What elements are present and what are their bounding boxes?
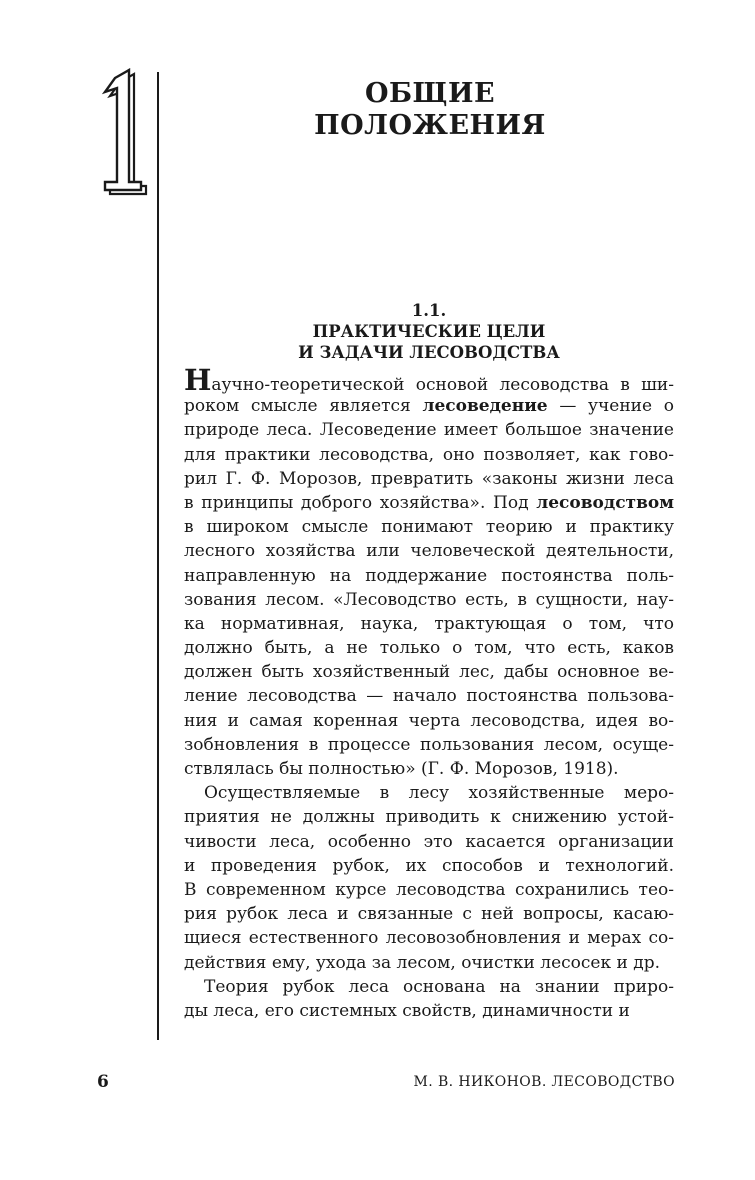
running-head: М. В. НИКОНОВ. ЛЕСОВОДСТВО	[413, 1074, 675, 1090]
text-run: рил Г. Ф. Морозов, превратить «законы жизни леса	[184, 468, 674, 489]
paragraph-line	[184, 636, 674, 660]
section-number: 1.1.	[411, 301, 447, 320]
paragraph-line	[184, 515, 674, 539]
paragraph-line	[184, 491, 674, 515]
paragraph-line	[184, 660, 674, 684]
paragraph-line	[184, 781, 674, 805]
paragraph-line	[184, 757, 674, 781]
text-run: зобновления в процессе пользования лесом, осуще-	[184, 734, 674, 755]
paragraph-line	[184, 443, 674, 467]
text-run: ление лесоводства — начало постоянства пользова-	[184, 686, 674, 707]
text-run: действия ему, ухода за лесом, очистки лесосек и др.	[184, 952, 660, 973]
paragraph-line	[184, 467, 674, 491]
text-run: Теория рубок леса основана на знании приро-	[204, 976, 674, 997]
text-run: рия рубок леса и связанные с ней вопросы, касаю-	[184, 904, 674, 925]
paragraph-line	[184, 709, 674, 733]
chapter-title	[300, 78, 560, 142]
bold-term: лесоведение	[422, 396, 548, 417]
paragraph-line	[184, 926, 674, 950]
paragraph-line	[184, 612, 674, 636]
text-run: щиеся естественного лесовозобновления и мерах со-	[184, 928, 674, 949]
text-run: аучно-теоретической основой лесоводства в ши-	[211, 375, 674, 395]
text-run: в принципы доброго хозяйства». Под	[184, 492, 537, 513]
chapter-number-glyph	[100, 68, 148, 196]
paragraph-line	[184, 733, 674, 757]
paragraph-line	[184, 394, 674, 418]
text-run: ка нормативная, наука, трактующая о том, что	[184, 613, 674, 634]
text-run: и проведения рубок, их способов и технологий.	[184, 855, 674, 876]
text-run: чивости леса, особенно это касается организации	[184, 831, 674, 852]
text-run: Осуществляемые в лесу хозяйственные меро-	[204, 783, 674, 804]
paragraph-line	[184, 588, 674, 612]
body-text	[184, 363, 674, 1023]
section-title-line: И ЗАДАЧИ ЛЕСОВОДСТВА	[298, 343, 560, 362]
text-run: — учение о	[547, 396, 674, 417]
text-run: природе леса. Лесоведение имеет большое значение	[184, 420, 674, 441]
paragraph-line	[184, 418, 674, 442]
text-run: ды леса, его системных свойств, динамичности и	[184, 1000, 630, 1021]
text-run: должен быть хозяйственный лес, дабы основное ве-	[184, 662, 674, 683]
section-heading	[184, 300, 674, 363]
text-run: приятия не должны приводить к снижению устой-	[184, 807, 674, 828]
paragraph-line	[184, 830, 674, 854]
text-run: лесного хозяйства или человеческой деятельности,	[184, 541, 674, 562]
paragraph-line	[184, 564, 674, 588]
page-number: 6	[97, 1072, 109, 1092]
text-run: направленную на поддержание постоянства поль-	[184, 565, 674, 586]
paragraph-line	[184, 902, 674, 926]
paragraph-line	[184, 805, 674, 829]
chapter-title-line: ОБЩИЕ	[364, 78, 496, 109]
section-title-line: ПРАКТИЧЕСКИЕ ЦЕЛИ	[312, 322, 546, 341]
text-run: зования лесом. «Лесоводство есть, в сущности, нау-	[184, 589, 674, 610]
text-run: роком смысле является	[184, 396, 423, 417]
text-run: для практики лесоводства, оно позволяет, как гово-	[184, 444, 674, 465]
text-run: в широком смысле понимают теорию и практику	[184, 517, 674, 538]
chapter-vertical-rule	[157, 72, 159, 1040]
paragraph-line	[184, 975, 674, 999]
text-run: ствлялась бы полностью» (Г. Ф. Морозов, 1918).	[184, 759, 619, 779]
paragraph-line	[184, 363, 674, 397]
page-footer	[97, 1072, 675, 1096]
paragraph-line	[184, 878, 674, 902]
paragraph-line	[184, 999, 674, 1023]
text-run: В современном курсе лесоводства сохранились тео-	[184, 879, 674, 900]
paragraph-line	[184, 854, 674, 878]
text-run: должно быть, а не только о том, что есть, каков	[184, 638, 674, 659]
drop-cap: Н	[184, 363, 212, 397]
paragraph-line	[184, 539, 674, 563]
paragraph-line	[184, 684, 674, 708]
text-run: ния и самая коренная черта лесоводства, идея во-	[184, 710, 674, 731]
chapter-title-line: ПОЛОЖЕНИЯ	[314, 110, 546, 141]
bold-term: лесоводством	[536, 492, 674, 513]
paragraph-line	[184, 951, 674, 975]
